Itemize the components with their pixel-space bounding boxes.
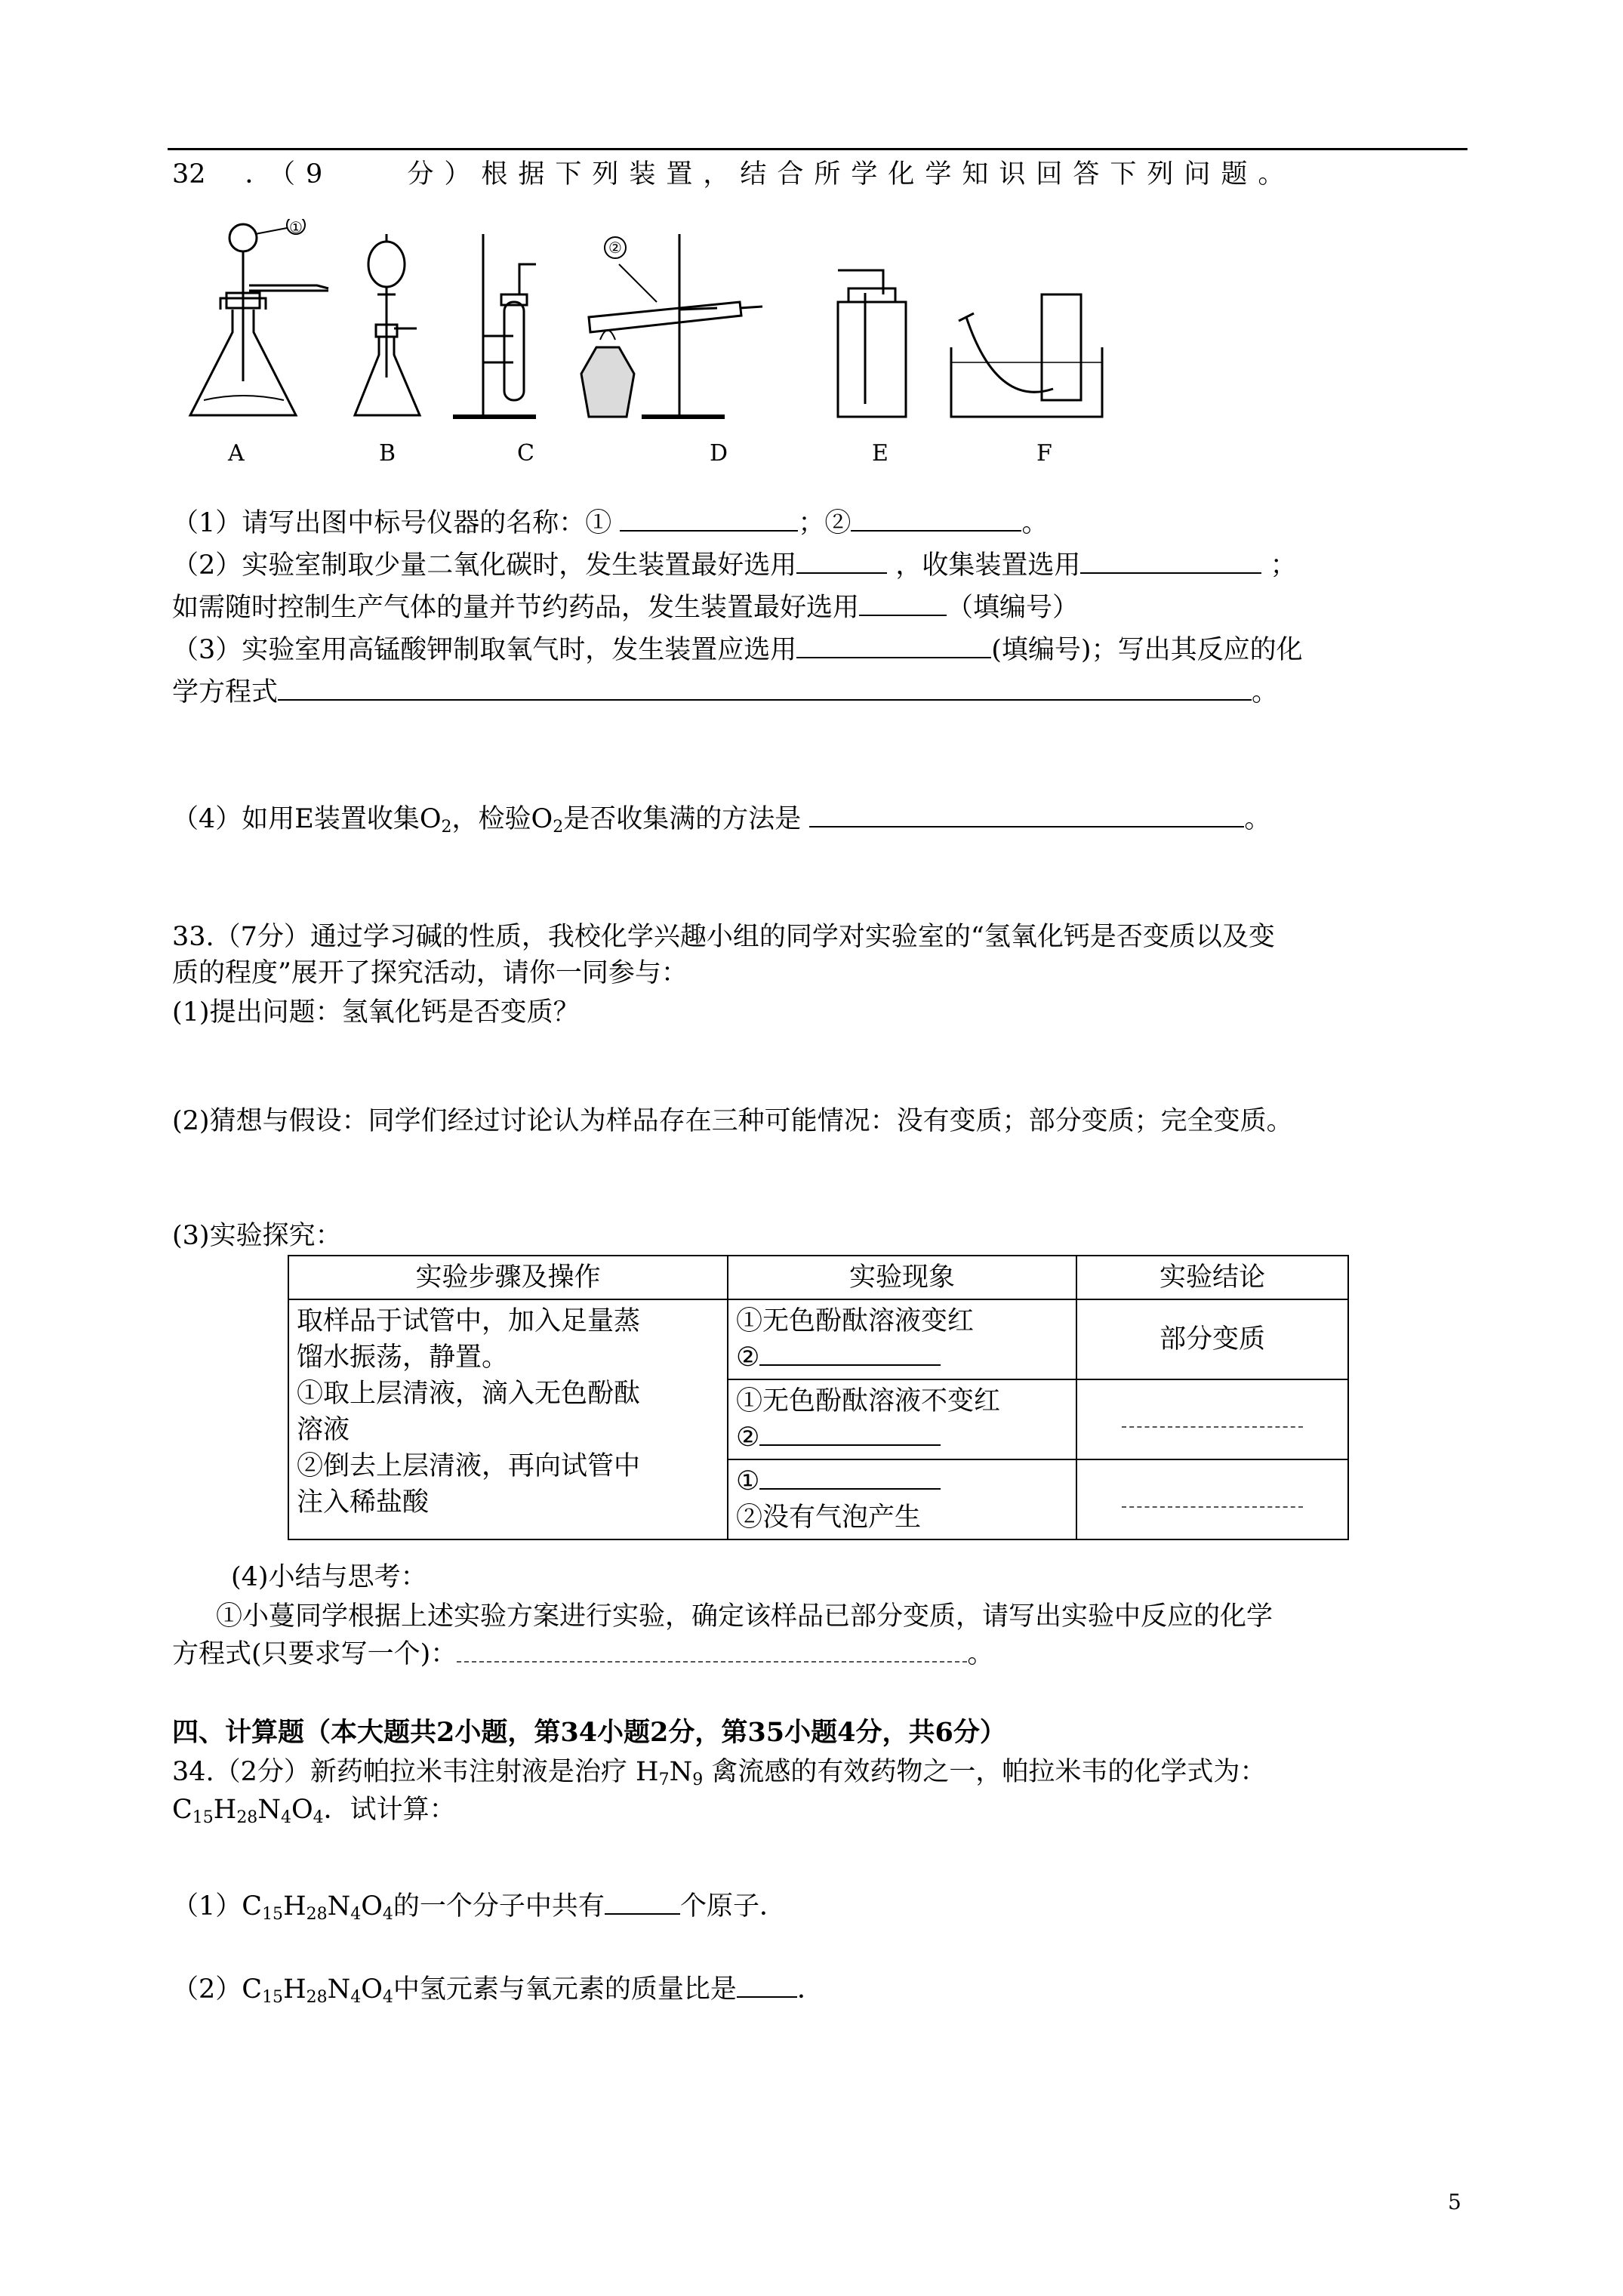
q32-p2-mid: ，收集装置选用 [895,550,1081,581]
text: N [327,1974,351,2005]
q32-p3b-text: 学方程式 [172,677,279,707]
answer-blank[interactable] [796,550,887,574]
step-line: 注入稀盐酸 [297,1487,430,1518]
q33-step1: (1)提出问题：氢氧化钙是否变质？ [172,997,580,1028]
experiment-table [288,1255,1349,1540]
apparatus-c [453,234,536,417]
text: C [172,1795,192,1825]
q32-part2 [172,548,1297,583]
steps-cell [288,1299,728,1539]
text: 中氢元素与氧元素的质量比是 [393,1974,737,2005]
q32-p2b-end: （填编号） [947,593,1079,623]
q32-p3-text: （3）实验室用高锰酸钾制取氧气时，发生装置应选用 [172,635,797,665]
apparatus-b [355,234,420,415]
marker-1: ① [289,219,303,236]
answer-blank[interactable] [1080,550,1261,574]
conclusion-cell: 部分变质 [1076,1299,1348,1379]
q32-p1-text: （1）请写出图中标号仪器的名称：① [172,508,612,538]
table-header-row [288,1256,1348,1299]
page-number: 5 [1448,2190,1461,2214]
text: O [361,1974,383,2005]
q33-eq-label: 方程式(只要求写一个)： [172,1639,457,1669]
text: 个原子． [679,1891,786,1922]
text: O [361,1891,383,1922]
phenomenon: ② [736,1342,760,1373]
text: 的一个分子中共有 [393,1891,605,1922]
q32-part3 [172,633,1303,667]
q34-part2 [172,1972,824,2007]
answer-blank[interactable] [457,1638,967,1663]
q34-part1 [172,1889,786,1924]
phenomena-cell [728,1299,1076,1379]
subscript: 2 [441,818,452,837]
subscript: 28 [306,1988,328,2007]
q32-title: ．（9 分）根据下列装置，结合所学化学知识回答下列问题。 [245,159,1295,190]
conclusion-cell [1076,1379,1348,1459]
q33-step4-equation [172,1637,993,1672]
q32-header [172,157,1295,192]
answer-blank[interactable] [759,1422,941,1446]
answer-blank[interactable] [737,1974,797,1998]
q32-p1-sep: ；② [798,508,852,538]
label-c: C [517,440,534,467]
q32-part3b [172,675,1278,710]
q32-number: 32 [172,159,206,190]
q32-p4-mid2: 是否收集满的方法是 [563,804,802,834]
header-steps: 实验步骤及操作 [288,1256,728,1299]
subscript: 15 [262,1988,284,2007]
top-rule [168,148,1467,150]
subscript: 15 [262,1905,284,1924]
phenomenon: ②没有气泡产生 [736,1502,922,1533]
apparatus-figure [174,219,1132,476]
phenomena-cell [728,1379,1076,1459]
q33-step4-text: ①小蔓同学根据上述实验方案进行实验，确定该样品已部分变质，请写出实验中反应的化学 [216,1601,1273,1632]
answer-blank[interactable] [620,507,798,532]
q32-p4-end: 。 [1244,804,1271,834]
header-phenomena: 实验现象 [728,1256,1076,1299]
q33-intro-line1: 33.（7分）通过学习碱的性质，我校化学兴趣小组的同学对实验室的“氢氧化钙是否变质以及变 [172,922,1275,952]
answer-blank[interactable] [859,592,947,616]
text: O [291,1795,313,1825]
step-line: 取样品于试管中，加入足量蒸 [297,1306,641,1336]
subscript: 4 [382,1905,393,1924]
step-line: ②倒去上层清液，再向试管中 [297,1451,641,1481]
table-row [288,1299,1348,1379]
answer-blank[interactable] [1122,1484,1303,1508]
q33-step2: (2)猜想与假设：同学们经过讨论认为样品存在三种可能情况：没有变质；部分变质；完全变质。 [172,1106,1293,1136]
apparatus-e [838,270,906,417]
marker-2: ② [608,239,622,257]
text: H [213,1795,237,1825]
q34-line2 [172,1792,456,1827]
answer-blank[interactable] [851,507,1021,532]
label-a: A [228,440,245,467]
answer-blank[interactable] [605,1891,680,1915]
text: H [283,1891,306,1922]
subscript: 4 [350,1905,362,1924]
text: N [257,1795,281,1825]
q32-p3-end: (填编号)；写出其反应的化 [991,635,1303,665]
header-conclusion: 实验结论 [1076,1256,1348,1299]
text: （1）C [172,1891,263,1922]
text: ．试计算： [323,1795,456,1825]
answer-blank[interactable] [759,1465,941,1490]
q32-p4-mid: ，检验O [451,804,553,834]
step-line: 溶液 [297,1415,350,1445]
q32-part1 [172,506,1048,541]
answer-blank[interactable] [809,803,1244,827]
answer-blank[interactable] [1122,1404,1303,1428]
q32-part2b [172,590,1079,625]
text: 34.（2分）新药帕拉米韦注射液是治疗 H [172,1757,659,1787]
subscript: 9 [692,1771,704,1789]
phenomenon: ①无色酚酞溶液变红 [736,1306,975,1336]
q33-eq-end: 。 [967,1639,994,1669]
answer-blank[interactable] [759,1342,941,1366]
text: ． [796,1974,824,2005]
text: N [669,1757,693,1787]
subscript: 4 [280,1808,291,1827]
q32-part4 [172,802,1270,837]
q34-line1 [172,1755,1266,1789]
subscript: 4 [382,1988,393,2007]
phenomenon: ② [736,1422,760,1453]
subscript: 15 [192,1808,214,1827]
q33-step3: (3)实验探究： [172,1221,342,1251]
q32-p4-text: （4）如用E装置收集O [172,804,442,834]
q32-p2b-text: 如需随时控制生产气体的量并节约药品，发生装置最好选用 [172,593,860,623]
subscript: 4 [313,1808,324,1827]
phenomenon: ① [736,1466,760,1496]
subscript: 28 [236,1808,258,1827]
phenomena-cell [728,1459,1076,1539]
text: 禽流感的有效药物之一，帕拉米韦的化学式为： [703,1757,1267,1787]
text: H [283,1974,306,2005]
label-d: D [710,440,728,467]
subscript: 2 [553,818,564,837]
q32-p3b-end: 。 [1252,677,1279,707]
q32-p2-text: （2）实验室制取少量二氧化碳时，发生装置最好选用 [172,550,797,581]
subscript: 4 [350,1988,362,2007]
conclusion-cell [1076,1459,1348,1539]
text: N [327,1891,351,1922]
q33-intro-line2: 质的程度”展开了探究活动，请你一同参与： [172,958,688,988]
step-line: 馏水振荡，静置。 [297,1342,509,1373]
q33-step4: (4)小结与思考： [231,1562,427,1592]
subscript: 7 [658,1771,670,1789]
text: （2）C [172,1974,263,2005]
label-e: E [872,440,888,467]
q32-p2-end: ； [1270,550,1297,581]
apparatus-d [581,234,762,417]
subscript: 28 [306,1905,328,1924]
label-b: B [379,440,396,467]
label-f: F [1036,440,1052,467]
apparatus-a [190,219,328,415]
apparatus-f [951,294,1102,417]
step-line: ①取上层清液，滴入无色酚酞 [297,1379,641,1409]
answer-blank[interactable] [278,676,1252,701]
section-heading: 四、计算题（本大题共2小题，第34小题2分，第35小题4分，共6分） [172,1717,1006,1748]
answer-blank[interactable] [796,634,991,658]
phenomenon: ①无色酚酞溶液不变红 [736,1386,1001,1416]
q32-p1-end: 。 [1021,508,1049,538]
